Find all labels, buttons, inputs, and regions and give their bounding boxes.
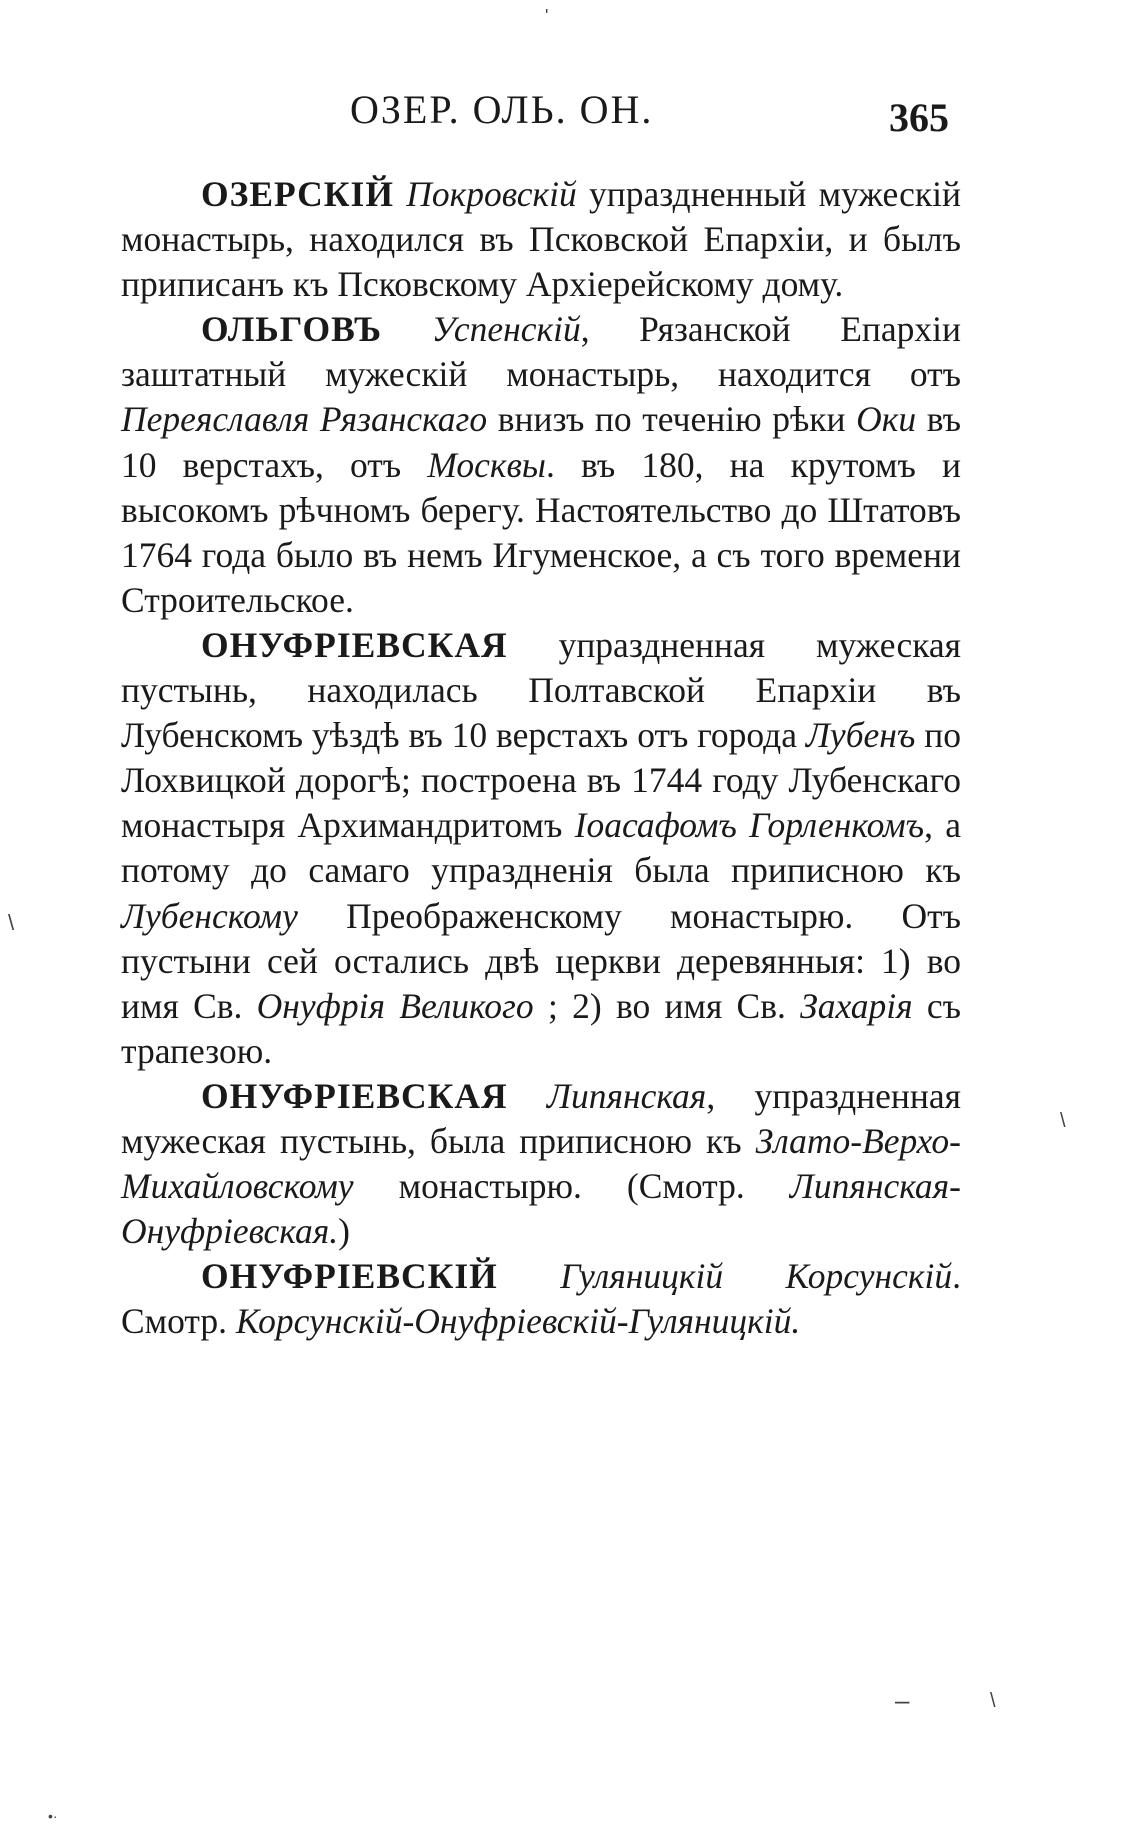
entry-text: , упраздненная мужеская пустынь, была приписною къ bbox=[121, 1075, 961, 1161]
entry-onufrievskaya-lipyanskaya bbox=[121, 1074, 961, 1254]
entry-text: въ 10 верстахъ, отъ bbox=[121, 399, 962, 485]
place-name: Лубенскому bbox=[121, 895, 298, 936]
print-speck: \ bbox=[1060, 1110, 1066, 1132]
entry-headword: ОНУФРІЕВСКІЙ bbox=[201, 1256, 498, 1297]
page-number: 365 bbox=[889, 95, 949, 140]
place-name: Лубенъ bbox=[805, 715, 916, 756]
entry-epithet: Липянская bbox=[546, 1075, 707, 1116]
entry-text: . въ 180, на крутомъ и высокомъ рѣчномъ берегу. Настоятельство до Штатовъ 1764 года было въ немъ Игуменское, а съ того времени Строительское. bbox=[121, 444, 961, 620]
place-name: Злато-Верхо-Михайловскому bbox=[121, 1120, 961, 1207]
print-speck: •· bbox=[48, 1808, 58, 1824]
page-body bbox=[121, 172, 961, 1344]
entry-text: по Лохвицкой дорогѣ; построена въ 1744 году Лубенскаго монастыря Архимандритомъ bbox=[121, 715, 961, 846]
entry-epithet: Успенскій bbox=[431, 309, 581, 350]
person-name: Іоасафомъ Горленкомъ bbox=[574, 805, 925, 846]
entry-text: , Рязанской Епархіи заштатный мужескій монастырь, находится отъ bbox=[121, 309, 962, 395]
entry-headword: ОНУФРІЕВСКАЯ bbox=[201, 1075, 508, 1116]
entry-olgov bbox=[121, 307, 961, 623]
entry-epithet: Покровскій bbox=[406, 174, 577, 214]
river-name: Оки bbox=[856, 399, 917, 440]
place-name: Переяславля Рязанскаго bbox=[121, 399, 488, 440]
cross-reference: Липянская-Онуфріевская. bbox=[121, 1166, 962, 1252]
entry-text: съ трапезою. bbox=[121, 985, 962, 1071]
entry-onufrievskaya bbox=[121, 623, 961, 1074]
running-title: ОЗЕР. ОЛЬ. ОН. bbox=[350, 87, 654, 132]
entry-epithet: Гуляницкій Корсунскій bbox=[560, 1256, 953, 1297]
print-speck: – bbox=[895, 1685, 910, 1715]
entry-text: монастырю. (Смотр. bbox=[398, 1166, 745, 1207]
entry-text: Преображенскому монастырю. Отъ пустыни сей остались двѣ церкви деревянныя: 1) во имя Св. bbox=[121, 895, 962, 1026]
entry-text: упраздненная мужеская пустынь, находилась Полтавской Епархіи въ Лубенскомъ уѣздѣ въ 10 верстахъ отъ города bbox=[121, 624, 961, 756]
entry-headword: ОНУФРІЕВСКАЯ bbox=[201, 624, 508, 665]
print-speck: \ bbox=[990, 1690, 996, 1712]
saint-name: Онуфрія Великого bbox=[256, 985, 534, 1026]
entry-text: упраздненный мужескій монастырь, находился въ Псковской Епархіи, и былъ приписанъ къ Псковскому Архіерейскому дому. bbox=[121, 174, 961, 305]
entry-onufrievskiy bbox=[121, 1254, 961, 1344]
entry-text: внизъ по теченію рѣки bbox=[497, 399, 846, 440]
entry-headword: ОЛЬГОВЪ bbox=[201, 309, 383, 350]
saint-name: Захарія bbox=[800, 985, 913, 1026]
entry-text: , а потому до самаго упраздненія была приписною къ bbox=[121, 805, 961, 891]
entry-text: ; 2) во имя Св. bbox=[547, 985, 786, 1026]
print-speck: \ bbox=[8, 910, 15, 935]
entry-ozerskiy bbox=[121, 172, 961, 307]
entry-headword: ОЗЕРСКІЙ bbox=[201, 174, 394, 214]
place-name: Москвы bbox=[427, 444, 546, 485]
print-speck: ' bbox=[545, 6, 549, 26]
entry-text: . Смотр. bbox=[121, 1256, 961, 1342]
entry-text: ) bbox=[338, 1211, 350, 1252]
cross-reference: Корсунскій-Онуфріевскій-Гуляницкій. bbox=[235, 1301, 801, 1342]
